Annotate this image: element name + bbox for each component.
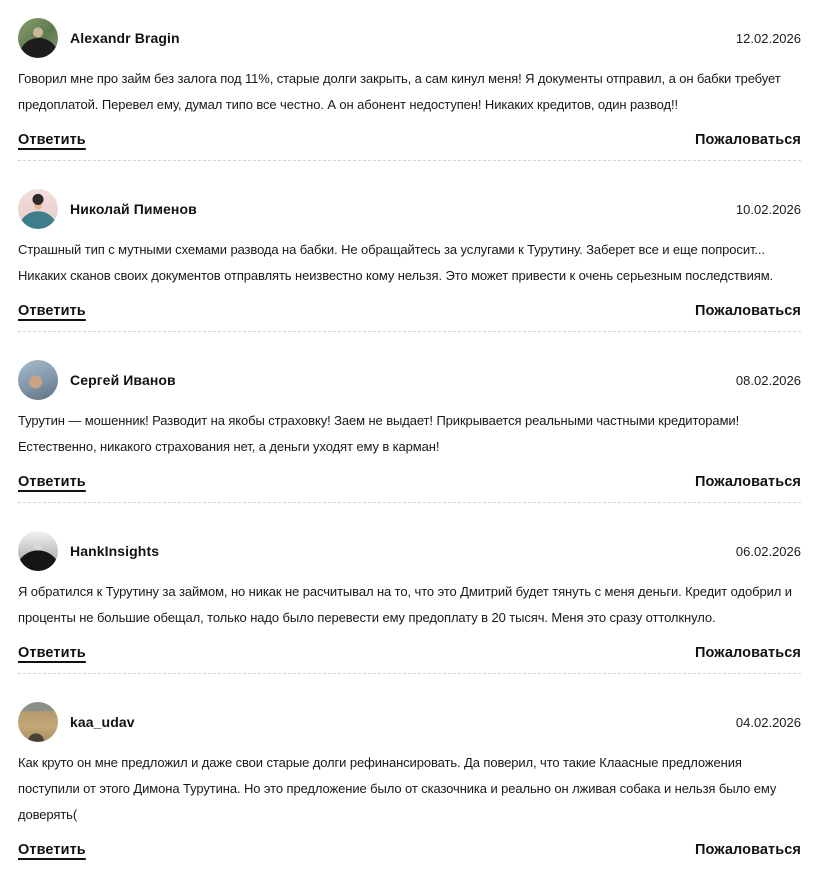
user-avatar	[18, 360, 58, 400]
comment-header	[18, 360, 801, 400]
reply-link[interactable]: Ответить	[18, 302, 86, 319]
report-link[interactable]: Пожаловаться	[694, 841, 801, 858]
comment-item	[18, 332, 801, 503]
report-link[interactable]: Пожаловаться	[694, 473, 801, 490]
comment-date: 08.02.2026	[735, 372, 801, 388]
reply-link[interactable]: Ответить	[18, 131, 86, 148]
comment-header	[18, 702, 801, 742]
comment-item	[18, 0, 801, 161]
comment-author: HankInsights	[70, 543, 160, 559]
comment-text: Турутин — мошенник! Разводит на якобы страховку! Заем не выдает! Прикрывается реальными частными кредиторами! Естественно, никакого страхования нет, а деньги уходят ему в карман!	[18, 413, 740, 454]
comment-actions	[18, 840, 801, 859]
reply-link[interactable]: Ответить	[18, 841, 86, 858]
comment-text: Я обратился к Турутину за займом, но никак не расчитывал на то, что это Дмитрий будет тянуть с меня деньги. Кредит одобрил и проценты не большие обещал, только надо было перевести ему предоплату в 20 тысяч. Меня это сразу оттолкнуло.	[18, 584, 792, 625]
comment-actions	[18, 472, 801, 491]
comment-author: Alexandr Bragin	[70, 30, 180, 46]
comment-text: Как круто он мне предложил и даже свои старые долги рефинансировать. Да поверил, что такие Клаасные предложения поступили от этого Димона Турутина. Но это предложение было от сказочника и реально он лживая собака и нельзя было ему доверять(	[18, 755, 777, 822]
user-avatar	[18, 189, 58, 229]
comment-item	[18, 503, 801, 674]
comment-header	[18, 531, 801, 571]
user-avatar	[18, 702, 58, 742]
comment-author: Сергей Иванов	[70, 372, 176, 388]
report-link[interactable]: Пожаловаться	[694, 644, 801, 661]
comment-item	[18, 674, 801, 870]
comment-text: Страшный тип с мутными схемами развода на бабки. Не обращайтесь за услугами к Турутину. Заберет все и еще попросит... Никаких сканов своих документов отправлять неизвестно кому нельзя. Это может привести к очень серьезным последствиям.	[18, 242, 774, 283]
comment-header	[18, 189, 801, 229]
comment-date: 06.02.2026	[735, 543, 801, 559]
comment-actions	[18, 301, 801, 320]
comment-text: Говорил мне про займ без залога под 11%, старые долги закрыть, а сам кинул меня! Я документы отправил, а он бабки требует предоплатой. Перевел ему, думал типо все честно. А он абонент недоступен! Никаких кредитов, один развод!!	[18, 71, 781, 112]
reply-link[interactable]: Ответить	[18, 644, 86, 661]
comment-actions	[18, 643, 801, 662]
comment-item	[18, 161, 801, 332]
comment-actions	[18, 130, 801, 149]
comment-date: 10.02.2026	[735, 201, 801, 217]
comment-header	[18, 18, 801, 58]
user-avatar	[18, 18, 58, 58]
comment-date: 04.02.2026	[735, 714, 801, 730]
comment-author: kaa_udav	[70, 714, 135, 730]
comment-author: Николай Пименов	[70, 201, 197, 217]
report-link[interactable]: Пожаловаться	[694, 302, 801, 319]
user-avatar	[18, 531, 58, 571]
report-link[interactable]: Пожаловаться	[694, 131, 801, 148]
reply-link[interactable]: Ответить	[18, 473, 86, 490]
comment-date: 12.02.2026	[735, 30, 801, 46]
